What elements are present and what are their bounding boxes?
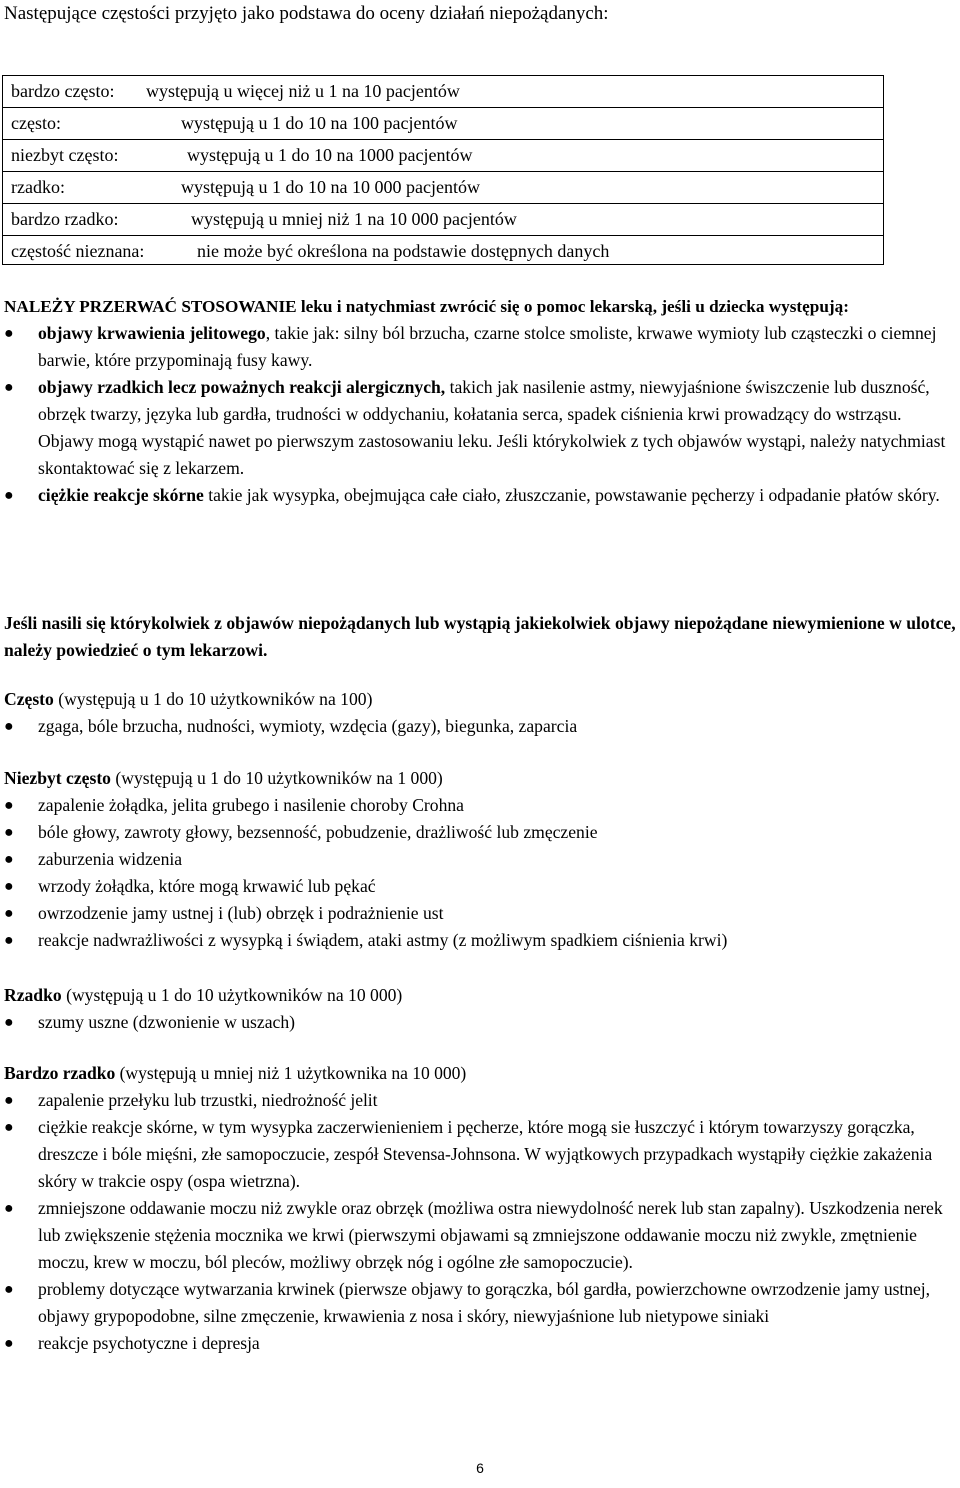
bullet-icon: ●	[4, 325, 14, 342]
frequency-desc: występują u 1 do 10 na 10 000 pacjentów	[181, 177, 480, 197]
list-item: ● zapalenie przełyku lub trzustki, niedrożność jelit	[4, 1087, 956, 1114]
frequency-desc: występują u więcej niż u 1 na 10 pacjentów	[146, 81, 460, 101]
warning-heading: NALEŻY PRZERWAĆ STOSOWANIE leku i natychmiast zwrócić się o pomoc lekarską, jeśli u dziecka występują:	[4, 297, 849, 316]
bullet-icon: ●	[4, 797, 14, 814]
section-title: Bardzo rzadko (występują u mniej niż 1 użytkownika na 10 000)	[4, 1063, 467, 1083]
section-bardzo-rzadko	[4, 1060, 956, 1357]
frequency-row	[3, 172, 883, 204]
bullet-icon: ●	[4, 1200, 14, 1217]
item-text: takich jak nasilenie astmy, niewyjaśnione świszczenie lub duszność, obrzęk twarzy, języka lub gardła, trudności w oddychaniu, kołatania serca, spadek ciśnienia krwi prowadzący do wstrząsu. Objawy mogą wystąpić nawet po pierwszym zastosowaniu leku. Jeśli którykolwiek z tych objawów wystąpi, należy natychmiast skontaktować się z lekarzem.	[38, 377, 946, 478]
list-item: ● zgaga, bóle brzucha, nudności, wymioty, wzdęcia (gazy), biegunka, zaparcia	[4, 713, 956, 740]
list-item: ● zapalenie żołądka, jelita grubego i nasilenie choroby Crohna	[4, 792, 956, 819]
section-title: Rzadko (występują u 1 do 10 użytkowników na 10 000)	[4, 985, 403, 1005]
bullet-icon: ●	[4, 932, 14, 949]
item-bold: objawy rzadkich lecz poważnych reakcji alergicznych,	[38, 377, 446, 397]
item-text: takie jak wysypka, obejmująca całe ciało, złuszczanie, powstawanie pęcherzy i odpadanie płatów skóry.	[203, 485, 940, 505]
item-text: , takie jak: silny ból brzucha, czarne stolce smoliste, krwawe wymioty lub cząsteczki o ciemnej barwie, które przypominają fusy kawy.	[38, 323, 937, 370]
frequency-row	[3, 204, 883, 236]
item-bold: ciężkie reakcje skórne	[38, 485, 204, 505]
bullet-icon: ●	[4, 878, 14, 895]
section-czesto	[4, 686, 956, 740]
bullet-icon: ●	[4, 851, 14, 868]
list-item: ● zmniejszone oddawanie moczu niż zwykle oraz obrzęk (możliwa ostra niewydolność nerek lub stan zapalny). Uszkodzenia nerek lub zwiększenie stężenia mocznika we krwi (pierwszymi objawami są zmniejszone oddawanie moczu niż zwykle, zmętnienie moczu, krew w moczu, ból pleców, możliwy obrzęk nóg i ogólne złe samopoczucie).	[4, 1195, 956, 1276]
bullet-icon: ●	[4, 379, 14, 396]
bullet-icon: ●	[4, 718, 14, 735]
intro-text: Następujące częstości przyjęto jako podstawa do oceny działań niepożądanych:	[4, 3, 609, 24]
list-item	[4, 482, 956, 509]
frequency-desc: występują u mniej niż 1 na 10 000 pacjentów	[191, 209, 517, 229]
list-item: ● problemy dotyczące wytwarzania krwinek (pierwsze objawy to gorączka, ból gardła, powierzchowne owrzodzenie jamy ustnej, objawy grypopodobne, silne zmęczenie, krwawienia z nosa i skóry, niewyjaśnione lub nietypowe siniaki	[4, 1276, 956, 1330]
list-item: ● zaburzenia widzenia	[4, 846, 956, 873]
frequency-label: często:	[11, 113, 61, 133]
bullet-icon: ●	[4, 487, 14, 504]
frequency-row	[3, 76, 883, 108]
bullet-icon: ●	[4, 1281, 14, 1298]
frequency-label: bardzo często:	[11, 81, 115, 101]
bullet-icon: ●	[4, 905, 14, 922]
notice-text: Jeśli nasili się którykolwiek z objawów niepożądanych lub wystąpią jakiekolwiek objawy niepożądane niewymienione w ulotce, należy powiedzieć o tym lekarzowi.	[4, 613, 956, 660]
bullet-icon: ●	[4, 1119, 14, 1136]
section-title: Często (występują u 1 do 10 użytkowników na 100)	[4, 689, 373, 709]
list-item: ● wrzody żołądka, które mogą krwawić lub pękać	[4, 873, 956, 900]
section-title: Niezbyt często (występują u 1 do 10 użytkowników na 1 000)	[4, 768, 443, 788]
bullet-icon: ●	[4, 824, 14, 841]
frequency-desc: występują u 1 do 10 na 100 pacjentów	[181, 113, 458, 133]
page-number: 6	[476, 1460, 484, 1476]
list-item	[4, 374, 956, 482]
section-rzadko	[4, 982, 956, 1036]
frequency-desc: występują u 1 do 10 na 1000 pacjentów	[187, 145, 473, 165]
frequency-label: rzadko:	[11, 177, 65, 197]
list-item: ● owrzodzenie jamy ustnej i (lub) obrzęk i podrażnienie ust	[4, 900, 956, 927]
list-item: ● reakcje psychotyczne i depresja	[4, 1330, 956, 1357]
frequency-label: niezbyt często:	[11, 145, 119, 165]
frequency-desc: nie może być określona na podstawie dostępnych danych	[197, 241, 610, 261]
section-niezbyt-czesto	[4, 765, 956, 954]
frequency-row	[3, 140, 883, 172]
list-item: ● bóle głowy, zawroty głowy, bezsenność, pobudzenie, drażliwość lub zmęczenie	[4, 819, 956, 846]
frequency-label: bardzo rzadko:	[11, 209, 119, 229]
list-item: ● ciężkie reakcje skórne, w tym wysypka zaczerwienieniem i pęcherze, które mogą sie łuszczyć i którym towarzyszy gorączka, dreszcze i bóle mięśni, złe samopoczucie, zespół Stevensa-Johnsona. W wyjątkowych przypadkach wystąpiły ciężkie zakażenia skóry w trakcie ospy (ospa wietrzna).	[4, 1114, 956, 1195]
list-item	[4, 320, 956, 374]
bullet-icon: ●	[4, 1335, 14, 1352]
item-bold: objawy krwawienia jelitowego	[38, 323, 266, 343]
frequency-row	[3, 236, 883, 265]
frequency-table	[2, 75, 884, 265]
warning-block	[4, 293, 956, 509]
bullet-icon: ●	[4, 1014, 14, 1031]
list-item: ● szumy uszne (dzwonienie w uszach)	[4, 1009, 956, 1036]
bullet-icon: ●	[4, 1092, 14, 1109]
frequency-label: częstość nieznana:	[11, 241, 145, 261]
frequency-row	[3, 108, 883, 140]
list-item: ● reakcje nadwrażliwości z wysypką i świądem, ataki astmy (z możliwym spadkiem ciśnienia krwi)	[4, 927, 956, 954]
